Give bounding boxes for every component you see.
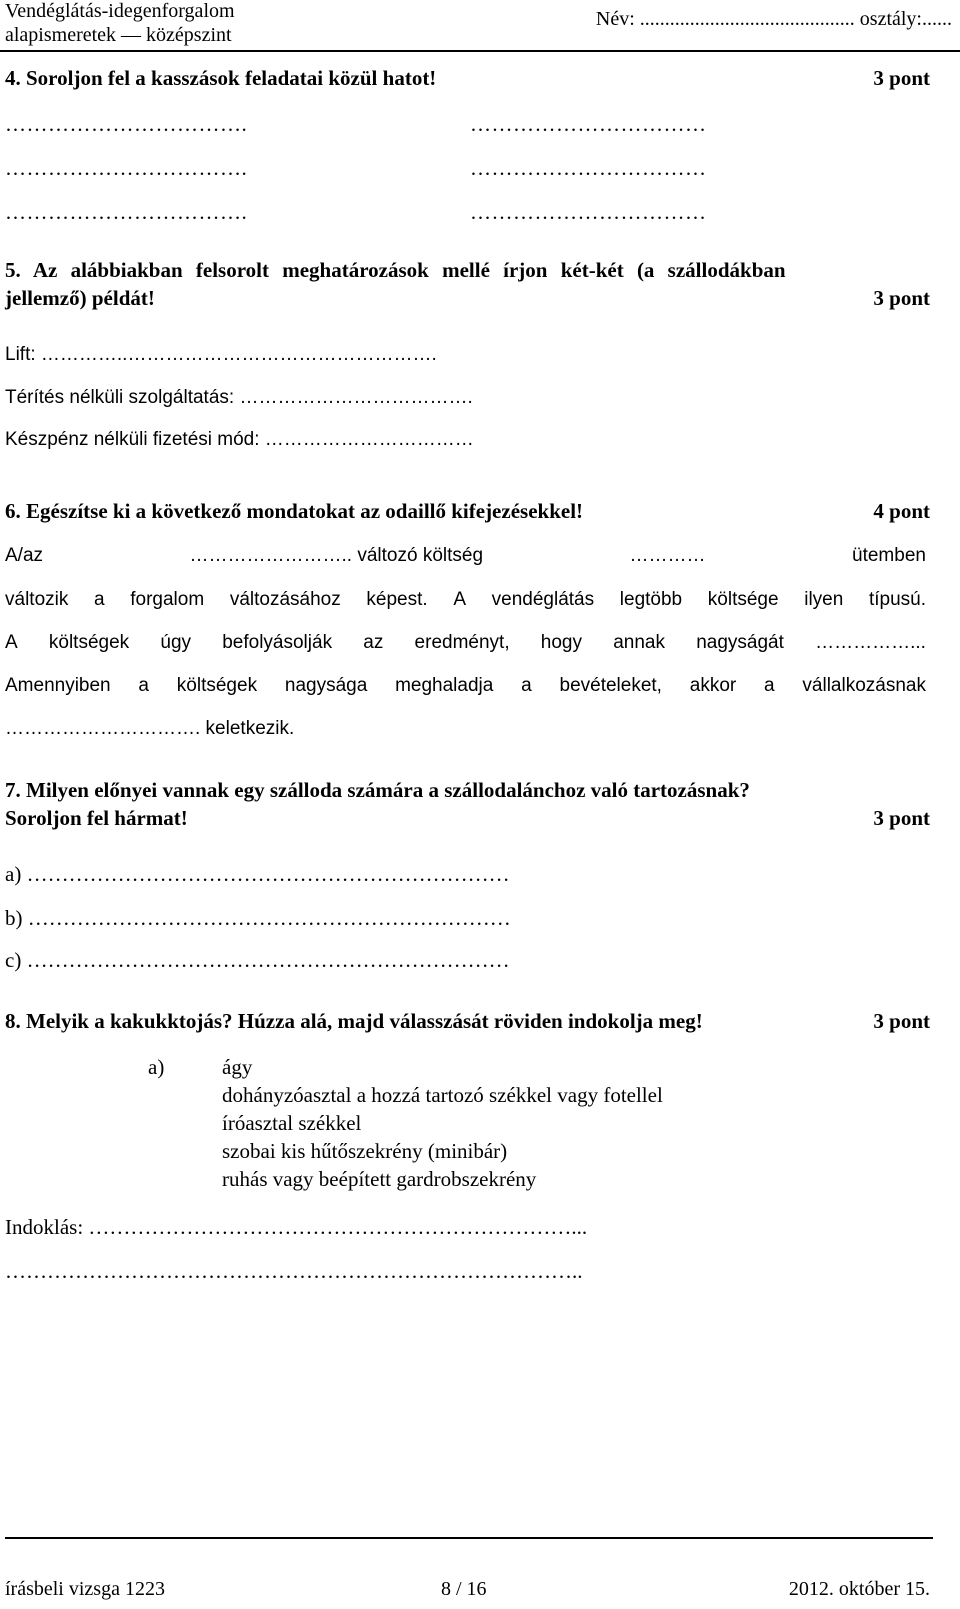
footer-date: 2012. október 15. <box>788 1578 930 1600</box>
q7-points: 3 pont <box>873 806 930 830</box>
q5-cashless-payment: Készpénz nélküli fizetési mód: …………………………… <box>5 429 474 450</box>
q4-points: 3 pont <box>873 66 930 90</box>
q8-item-1: ágy <box>222 1055 253 1079</box>
q8-item-5: ruhás vagy beépített gardrobszekrény <box>222 1167 537 1191</box>
q6-l3-w: befolyásolják <box>222 632 333 653</box>
header-subject-line1: Vendéglátás-idegenforgalom <box>5 0 235 22</box>
q6-l4-w: Amennyiben <box>5 675 111 696</box>
q6-l4-w: nagysága <box>284 675 368 696</box>
q5-question-line2: jellemző) példát! <box>5 286 155 310</box>
q6-l2-w: forgalom <box>130 589 205 610</box>
q8-points: 3 pont <box>873 1009 930 1033</box>
q6-l2-w: képest. <box>366 589 428 610</box>
q6-sentence-line5: …………………………. keletkezik. <box>5 718 295 739</box>
q6-sentence-line4 <box>5 675 926 697</box>
q6-l1-w4: ütemben <box>852 545 926 566</box>
q8-item-4: szobai kis hűtőszekrény (minibár) <box>222 1139 508 1163</box>
q6-l3-w: úgy <box>160 632 192 653</box>
q6-l3-w: eredményt, <box>414 632 510 653</box>
q6-l4-w: a <box>764 675 775 696</box>
q6-l3-w: annak <box>613 632 665 653</box>
q8-item-3: íróasztal székkel <box>222 1111 362 1135</box>
q7-question-line2: Soroljon fel hármat! <box>5 806 188 830</box>
q4-question: 4. Soroljon fel a kasszások feladatai közül hatot! <box>5 66 437 90</box>
q6-points: 4 pont <box>873 499 930 523</box>
q6-l4-w: bevételeket, <box>559 675 662 696</box>
page-header <box>0 0 960 52</box>
q7-question-line1: 7. Milyen előnyei vannak egy szálloda számára a szállodalánchoz való tartozásnak? <box>5 778 750 802</box>
q6-l2-w: A <box>453 589 466 610</box>
q6-l1-w1: A/az <box>5 545 44 566</box>
q4-answer-left-1: ……………………………. <box>5 112 248 136</box>
q5-points: 3 pont <box>873 286 930 310</box>
q6-l2-w: változik <box>5 589 69 610</box>
q6-l4-w: vállalkozásnak <box>802 675 926 696</box>
q4-answer-right-3: …………………………… <box>470 200 707 224</box>
header-name-class-field: Név: ........................................... osztály:...... <box>595 8 952 30</box>
q6-l2-w: típusú. <box>868 589 926 610</box>
q6-l3-w: A <box>5 632 18 653</box>
q4-answer-left-3: ……………………………. <box>5 200 248 224</box>
q7-answer-c: c) …………………………………………………………… <box>5 948 510 972</box>
q6-l3-w: költségek <box>48 632 130 653</box>
footer-exam-id: írásbeli vizsga 1223 <box>5 1578 165 1600</box>
q7-answer-a: a) …………………………………………………………… <box>5 862 510 886</box>
q6-sentence-line2 <box>5 589 926 611</box>
q6-l3-w: nagyságát <box>696 632 784 653</box>
q6-l2-w: vendéglátás <box>491 589 595 610</box>
q8-marker: a) <box>148 1055 165 1079</box>
q6-sentence-line1 <box>5 545 926 567</box>
q6-l1-w3: ………… <box>629 545 706 566</box>
footer-rule <box>5 1537 933 1539</box>
q6-l3-w: hogy <box>540 632 582 653</box>
q4-answer-right-1: …………………………… <box>470 112 707 136</box>
q8-item-2: dohányzóasztal a hozzá tartozó székkel vagy fotellel <box>222 1083 663 1107</box>
q8-reason-line2: ……………………………………………………………………….. <box>5 1259 583 1283</box>
q5-free-service: Térítés nélküli szolgáltatás: ………………………………. <box>5 387 473 408</box>
q6-l4-w: költségek <box>176 675 258 696</box>
q6-sentence-line3 <box>5 632 926 654</box>
q6-question: 6. Egészítse ki a következő mondatokat az odaillő kifejezésekkel! <box>5 499 584 523</box>
q4-answer-left-2: ……………………………. <box>5 156 248 180</box>
q4-answer-right-2: …………………………… <box>470 156 707 180</box>
q5-question-line1: 5. Az alábbiakban felsorolt meghatározások mellé írjon két-két (a szállodákban <box>5 258 786 282</box>
q6-l4-w: a <box>138 675 149 696</box>
q6-l3-w: az <box>363 632 384 653</box>
q6-l2-w: költsége <box>707 589 779 610</box>
footer-page-number: 8 / 16 <box>441 1578 487 1600</box>
q6-l4-w: a <box>521 675 532 696</box>
q6-l2-w: a <box>94 589 105 610</box>
q7-answer-b: b) …………………………………………………………… <box>5 906 511 930</box>
q8-question: 8. Melyik a kakukktojás? Húzza alá, majd válasszását röviden indokolja meg! <box>5 1009 703 1033</box>
q6-l2-w: ilyen <box>804 589 844 610</box>
header-rule <box>0 50 960 52</box>
q6-l2-w: legtöbb <box>619 589 683 610</box>
q6-l2-w: változásához <box>229 589 341 610</box>
q6-l3-w: ……………... <box>815 632 926 653</box>
header-subject-line2: alapismeretek — középszint <box>5 24 232 46</box>
q6-l1-w2: …………………….. változó költség <box>189 545 484 566</box>
q6-l4-w: akkor <box>689 675 737 696</box>
q8-reason-line1: Indoklás: ……………………………………………………………... <box>5 1215 588 1239</box>
q5-lift: Lift: …………..…………………………………………. <box>5 344 437 365</box>
q6-l4-w: meghaladja <box>395 675 494 696</box>
